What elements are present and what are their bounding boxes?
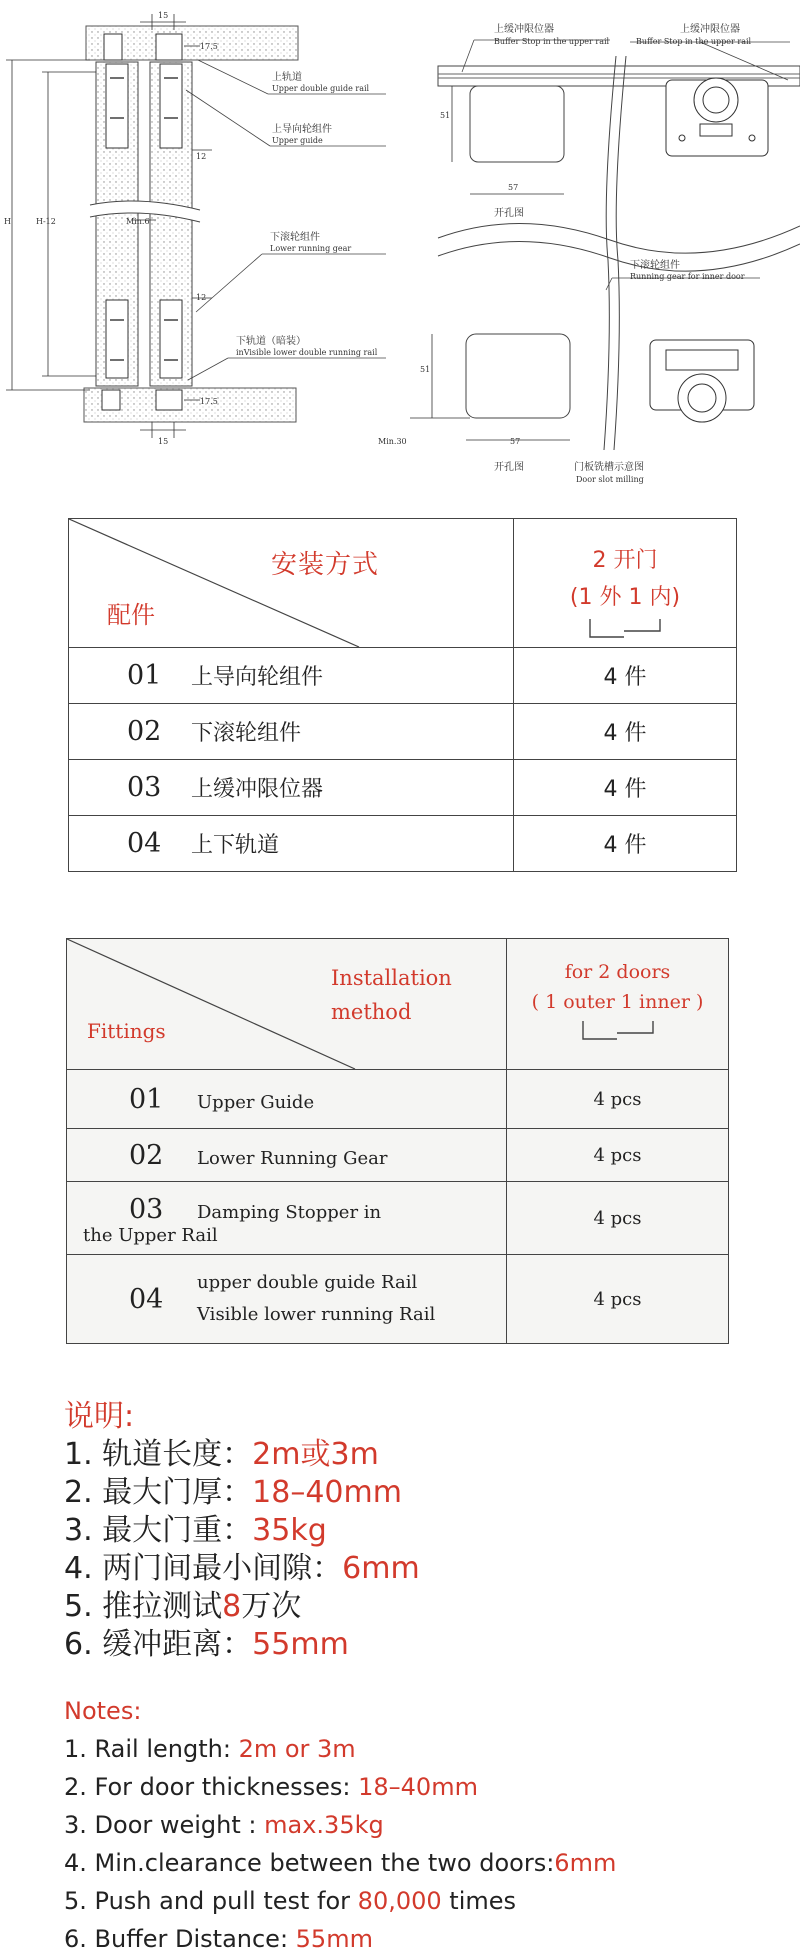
- row-name: 上下轨道: [191, 833, 280, 858]
- drawing-svg: [0, 0, 800, 495]
- table-row: [67, 1255, 729, 1344]
- notes-en: [64, 1692, 616, 1958]
- callout-upper-rail-cn: 上轨道: [272, 72, 302, 83]
- callout-lower-rail-cn: 下轨道（暗装）: [236, 336, 306, 347]
- table-row: [67, 1129, 729, 1182]
- note-value: 6mm: [554, 1849, 617, 1877]
- note-item: [64, 1882, 616, 1920]
- buffer-right-en: Buffer Stop in the upper rail: [636, 37, 752, 46]
- notes-en-title: Notes:: [64, 1697, 142, 1725]
- note-value: 18–40mm: [358, 1773, 478, 1801]
- cross-section: [4, 11, 386, 446]
- note-value: 35kg: [252, 1513, 327, 1548]
- door-layout-icon: [588, 617, 662, 641]
- lower-rail-left: [102, 390, 120, 410]
- note-value: max.35kg: [264, 1811, 384, 1839]
- slot-en: Door slot milling: [576, 475, 644, 484]
- row-name: Damping Stopper in: [197, 1202, 382, 1223]
- door-config-title: 2 开门: [592, 548, 658, 573]
- dim-57-top: 57: [508, 183, 519, 192]
- note-tail: 万次: [241, 1589, 302, 1624]
- note-label: 6. Buffer Distance:: [64, 1925, 296, 1953]
- note-item: [64, 1588, 420, 1626]
- dim-12-a: 12: [196, 152, 207, 161]
- note-label: 1. 轨道长度：: [64, 1437, 253, 1472]
- row-name: 上导向轮组件: [191, 665, 324, 690]
- callout-lower-rail-en: inVisible lower double running rail: [236, 348, 378, 357]
- header-method-line1: Installation: [331, 966, 452, 990]
- row-name: 下滚轮组件: [191, 721, 302, 746]
- row-name-cont: Visible lower running Rail: [197, 1304, 436, 1325]
- header-fittings: Fittings: [87, 1019, 166, 1043]
- buffer-right-cn: 上缓冲限位器: [680, 24, 740, 35]
- row-number: 03: [129, 1194, 164, 1225]
- note-value: 80,000: [357, 1887, 442, 1915]
- notes-cn: [64, 1398, 420, 1664]
- lower-rail-right: [156, 390, 182, 410]
- row-name: upper double guide Rail: [197, 1272, 418, 1293]
- door-config-title: for 2 doors: [564, 961, 671, 983]
- dim-51-bottom: 51: [420, 365, 431, 374]
- table-header-right: [507, 939, 729, 1070]
- row-qty: 4 件: [514, 816, 737, 872]
- note-label: 2. 最大门厚：: [64, 1475, 253, 1510]
- dim-57-bottom: 57: [510, 437, 521, 446]
- dim-h: H: [4, 217, 11, 226]
- table-row: [67, 1070, 729, 1129]
- slot-cn: 门板铣槽示意图: [574, 462, 644, 473]
- note-item: [64, 1768, 616, 1806]
- note-item: [64, 1806, 616, 1844]
- dim-15-top: 15: [158, 11, 169, 20]
- row-qty: 4 件: [514, 704, 737, 760]
- note-label: 2. For door thicknesses:: [64, 1773, 359, 1801]
- header-method: [331, 961, 452, 1029]
- note-label: 4. 两门间最小间隙：: [64, 1551, 343, 1586]
- note-value: 2m或3m: [252, 1437, 379, 1472]
- callout-lower-gear-cn: 下滚轮组件: [270, 232, 320, 243]
- dim-min30: Min.30: [378, 437, 407, 446]
- plan-views: [378, 22, 800, 484]
- note-label: 1. Rail length:: [64, 1735, 239, 1763]
- buffer-left-en: Buffer Stop in the upper rail: [494, 37, 610, 46]
- technical-drawing: [0, 0, 800, 495]
- hole-diagram-top: 开孔图: [494, 208, 524, 219]
- note-value: 6mm: [342, 1551, 420, 1586]
- table-row: [69, 704, 737, 760]
- row-number: 03: [127, 772, 162, 803]
- row-number: 02: [129, 1139, 164, 1171]
- row-qty: 4 pcs: [507, 1070, 729, 1129]
- table-row: [69, 816, 737, 872]
- dim-12-b: 12: [196, 293, 207, 302]
- row-number: 02: [127, 716, 162, 747]
- buffer-left-cn: 上缓冲限位器: [494, 24, 554, 35]
- table-header-right: [514, 519, 737, 648]
- upper-rail-right: [156, 34, 182, 60]
- row-name: Upper Guide: [197, 1091, 315, 1113]
- callout-upper-guide-en: Upper guide: [272, 136, 323, 145]
- row-number: 04: [129, 1283, 164, 1315]
- note-label: 6. 缓冲距离：: [64, 1627, 253, 1662]
- table-header-left: [69, 519, 514, 648]
- table-row: [69, 760, 737, 816]
- row-name: Lower Running Gear: [197, 1147, 388, 1169]
- dim-min6: Min.6: [126, 217, 150, 226]
- note-value: 2m or 3m: [238, 1735, 356, 1763]
- dim-h12: H-12: [36, 217, 56, 226]
- door-config-subtitle: (1 外 1 内): [569, 585, 681, 610]
- hole-diagram-bottom: 开孔图: [494, 462, 524, 473]
- dim-51-top: 51: [440, 111, 451, 120]
- dim-15-bottom: 15: [158, 437, 169, 446]
- header-fittings: 配件: [107, 601, 155, 629]
- note-item: [64, 1436, 420, 1474]
- note-value: 8: [222, 1589, 242, 1624]
- fittings-table-cn: [68, 518, 737, 872]
- row-name-cont: the Upper Rail: [83, 1225, 218, 1246]
- note-item: [64, 1550, 420, 1588]
- row-qty: 4 pcs: [507, 1182, 729, 1255]
- row-number: 04: [127, 828, 162, 859]
- note-item: [64, 1512, 420, 1550]
- note-tail: times: [441, 1887, 517, 1915]
- note-value: 18–40mm: [252, 1475, 402, 1510]
- door-layout-icon: [581, 1019, 655, 1043]
- row-qty: 4 件: [514, 648, 737, 704]
- row-number: 01: [129, 1083, 164, 1115]
- header-method: 安装方式: [271, 550, 380, 580]
- fittings-table-en: [66, 938, 729, 1344]
- callout-lower-gear-en: Lower running gear: [270, 244, 352, 253]
- notes-cn-title: 说明:: [64, 1399, 135, 1434]
- table-row: [67, 1182, 729, 1255]
- row-number: 01: [127, 660, 162, 691]
- note-label: 4. Min.clearance between the two doors:: [64, 1849, 555, 1877]
- note-item: [64, 1626, 420, 1664]
- row-qty: 4 pcs: [507, 1255, 729, 1344]
- dim-175-top: 17.5: [200, 42, 218, 51]
- dim-175-bottom: 17.5: [200, 397, 218, 406]
- header-method-line2: method: [331, 1000, 412, 1024]
- note-item: [64, 1844, 616, 1882]
- callout-upper-rail-en: Upper double guide rail: [272, 84, 370, 93]
- callout-upper-guide-cn: 上导向轮组件: [272, 124, 332, 135]
- inner-gear-cn: 下滚轮组件: [630, 260, 680, 271]
- table-header-left: [67, 939, 507, 1070]
- note-label: 5. 推拉测试: [64, 1589, 223, 1624]
- note-item: [64, 1474, 420, 1512]
- upper-rail-left: [104, 34, 122, 60]
- note-label: 3. Door weight :: [64, 1811, 265, 1839]
- note-value: 55mm: [252, 1627, 349, 1662]
- row-qty: 4 件: [514, 760, 737, 816]
- row-name: 上缓冲限位器: [191, 777, 324, 802]
- inner-gear-en: Running gear for inner door: [630, 272, 745, 281]
- note-item: [64, 1730, 616, 1768]
- table-row: [69, 648, 737, 704]
- note-value: 55mm: [295, 1925, 373, 1953]
- row-qty: 4 pcs: [507, 1129, 729, 1182]
- door-config-subtitle: ( 1 outer 1 inner ): [531, 991, 704, 1013]
- note-label: 3. 最大门重：: [64, 1513, 253, 1548]
- note-item: [64, 1920, 616, 1958]
- note-label: 5. Push and pull test for: [64, 1887, 358, 1915]
